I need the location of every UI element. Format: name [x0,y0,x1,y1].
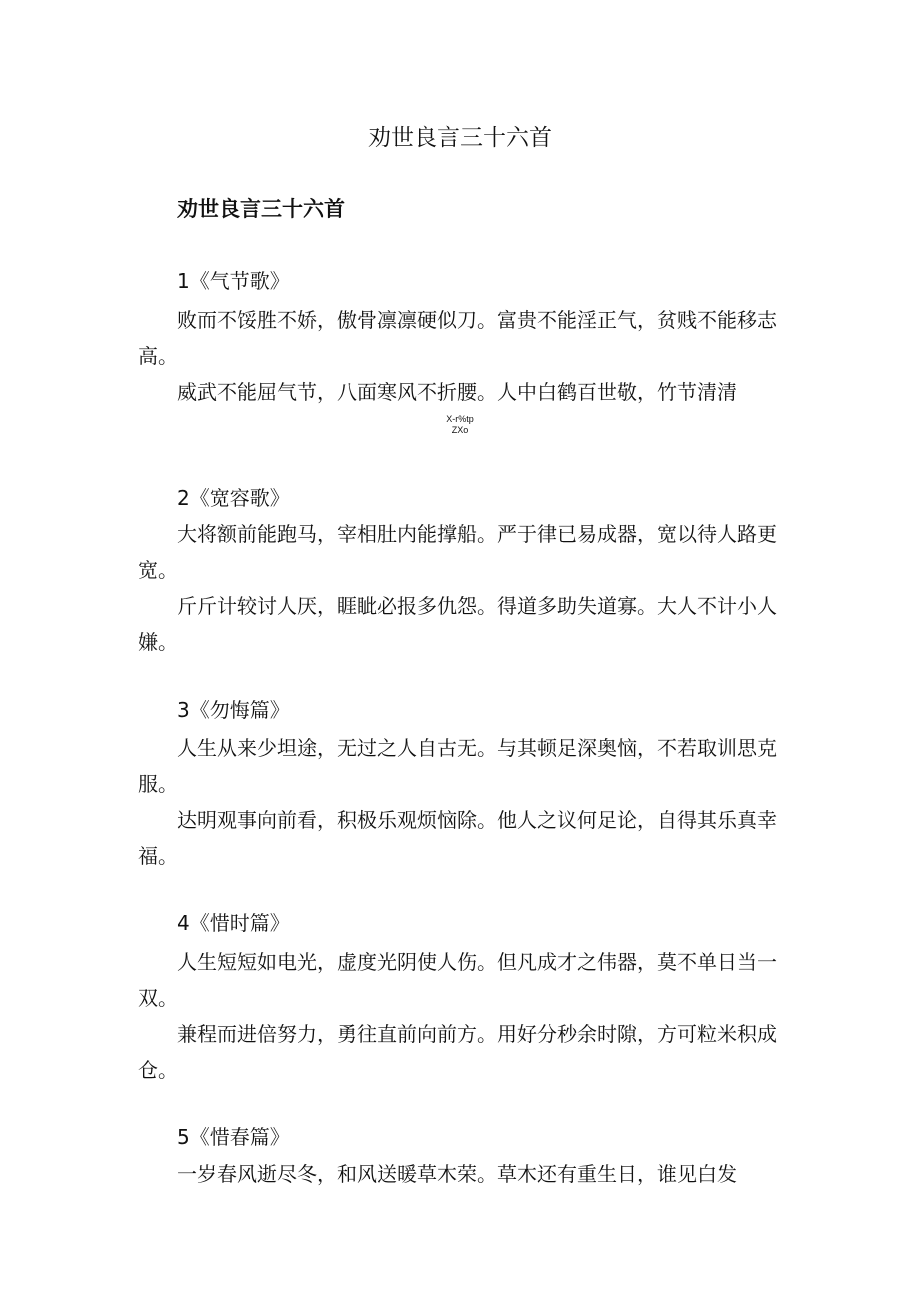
footnote-line: X-r%tp [446,414,474,424]
document-title: 劝世良言三十六首 [368,125,552,151]
page-footnote [0,414,920,436]
poem-stanza: 达明观事向前看，积极乐观烦恼除。他人之议何足论，自得其乐真幸福。 [138,808,777,868]
poem-stanza: 人生短短如电光，虚度光阴使人伤。但凡成才之伟器，莫不单日当一双。 [138,950,777,1010]
poem-title: 1《气节歌》 [177,269,290,293]
poem-stanza: 一岁春风逝尽冬，和风送暖草木荣。草木还有重生日，谁见白发 [177,1162,737,1186]
poem-stanza: 人生从来少坦途，无过之人自古无。与其顿足深奥恼，不若取训思克服。 [138,736,777,796]
poem-stanza: 败而不馁胜不娇，傲骨凛凛硬似刀。富贵不能淫正气，贫贱不能移志高。 [138,308,777,368]
poem-stanza: 大将额前能跑马，宰相肚内能撑船。严于律已易成器，宽以待人路更宽。 [138,522,777,582]
document-subtitle: 劝世良言三十六首 [177,197,345,221]
poem-stanza: 威武不能屈气节，八面寒风不折腰。人中白鹤百世敬，竹节清清 [177,380,737,404]
poem-title: 3《勿悔篇》 [177,698,290,722]
poem-title: 2《宽容歌》 [177,486,290,510]
poem-stanza: 斤斤计较讨人厌，睚眦必报多仇怨。得道多助失道寡。大人不计小人嫌。 [138,594,777,654]
poem-stanza: 兼程而进倍努力，勇往直前向前方。用好分秒余时隙，方可粒米积成仓。 [138,1022,777,1082]
poem-title: 5《惜春篇》 [177,1125,290,1149]
footnote-line: ZXo [451,425,469,435]
poem-title: 4《惜时篇》 [177,911,290,935]
